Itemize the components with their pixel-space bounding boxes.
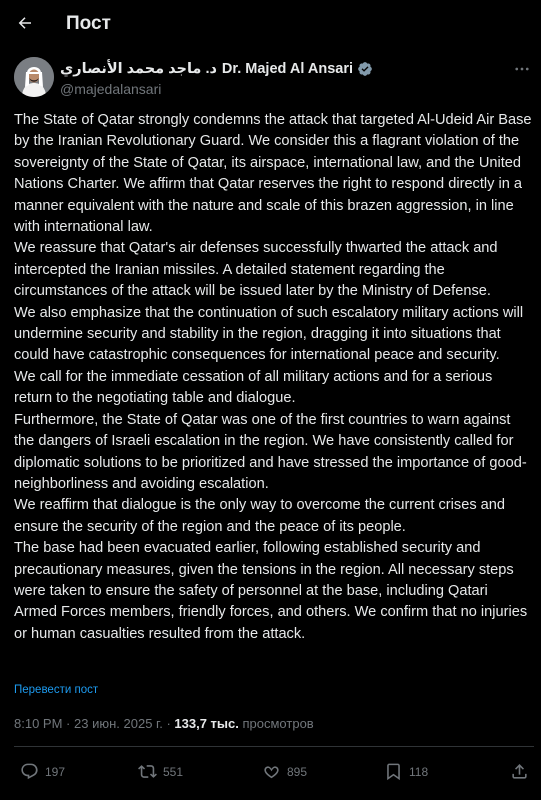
reply-count: 197 (45, 764, 66, 779)
bookmark-button[interactable] (384, 762, 428, 781)
verified-badge-icon (357, 61, 373, 77)
more-options-button[interactable] (510, 59, 534, 79)
bookmark-count: 118 (409, 764, 429, 779)
meta-separator: · (166, 716, 171, 731)
post-time[interactable]: 8:10 PM (14, 716, 63, 731)
page-title: Пост (66, 13, 111, 34)
reply-button[interactable] (20, 762, 65, 781)
author-name[interactable] (60, 61, 373, 77)
arrow-left-icon (16, 14, 34, 32)
share-button[interactable] (510, 762, 529, 781)
post-text (14, 110, 532, 645)
repost-button[interactable] (138, 762, 183, 781)
translate-post-link[interactable]: Перевести пост (14, 684, 99, 696)
author-name-arabic: د. ماجد محمد الأنصاري (60, 61, 217, 77)
heart-icon (262, 762, 281, 781)
post-author (14, 57, 534, 101)
like-count: 895 (287, 764, 308, 779)
author-name-english: Dr. Majed Al Ansari (221, 61, 353, 77)
post-paragraph: We reaffirm that dialogue is the only way to overcome the current crises and ensure the security of the region and the peace of its people. (14, 497, 506, 535)
post-paragraph: We reassure that Qatar's air defenses successfully thwarted the attack and intercepted the Iranian missiles. A detailed statement regarding the circumstances of the attack will be issued later by the Ministry of Defense. (14, 240, 498, 300)
repost-icon (138, 762, 157, 781)
post-paragraph: The base had been evacuated earlier, following established security and precautionary measures, given the tensions in the region. All necessary steps were taken to ensure the safety of personnel at the base, including Qatari Armed Forces members, friendly forces, and others. We confirm that no injuries or human casualties resulted from the attack. (14, 540, 528, 642)
post-paragraph: Furthermore, the State of Qatar was one of the first countries to warn against the dangers of Israeli escalation in the region. We have consistently called for diplomatic solutions to be prioritized and have stressed the importance of good-neighborliness and avoiding escalation. (14, 411, 527, 492)
bookmark-icon (384, 762, 403, 781)
post-paragraph: We also emphasize that the continuation of such escalatory military actions will undermine security and stability in the region, dragging it into situations that could have catastrophic consequences for international peace and security. (14, 304, 524, 364)
post-paragraph: The State of Qatar strongly condemns the attack that targeted Al-Udeid Air Base by the Iranian Revolutionary Guard. We consider this a flagrant violation of the sovereignty of the State of Qatar, its airspace, international law, and the United Nations Charter. We affirm that Qatar reserves the right to respond directly in a manner equivalent with the nature and scale of this brazen aggression, in line with international law. (14, 112, 532, 236)
post-date[interactable]: 23 июн. 2025 г. (74, 716, 163, 731)
views-label: просмотров (242, 716, 314, 731)
author-handle[interactable]: @majedalansari (60, 81, 162, 97)
more-dots-icon (513, 60, 531, 78)
post-meta (14, 716, 314, 731)
reply-bubble-icon (20, 762, 39, 781)
post-paragraph: We call for the immediate cessation of all military actions and for a serious return to the negotiating table and dialogue. (14, 368, 493, 407)
views-count: 133,7 тыс. (174, 716, 239, 731)
like-button[interactable] (262, 762, 307, 781)
share-icon (510, 762, 529, 781)
avatar[interactable] (14, 57, 54, 97)
divider (14, 746, 534, 747)
repost-count: 551 (163, 764, 184, 779)
page-header (0, 0, 541, 50)
post-actions (14, 762, 534, 784)
back-button[interactable] (10, 8, 40, 38)
meta-separator: · (66, 716, 71, 731)
